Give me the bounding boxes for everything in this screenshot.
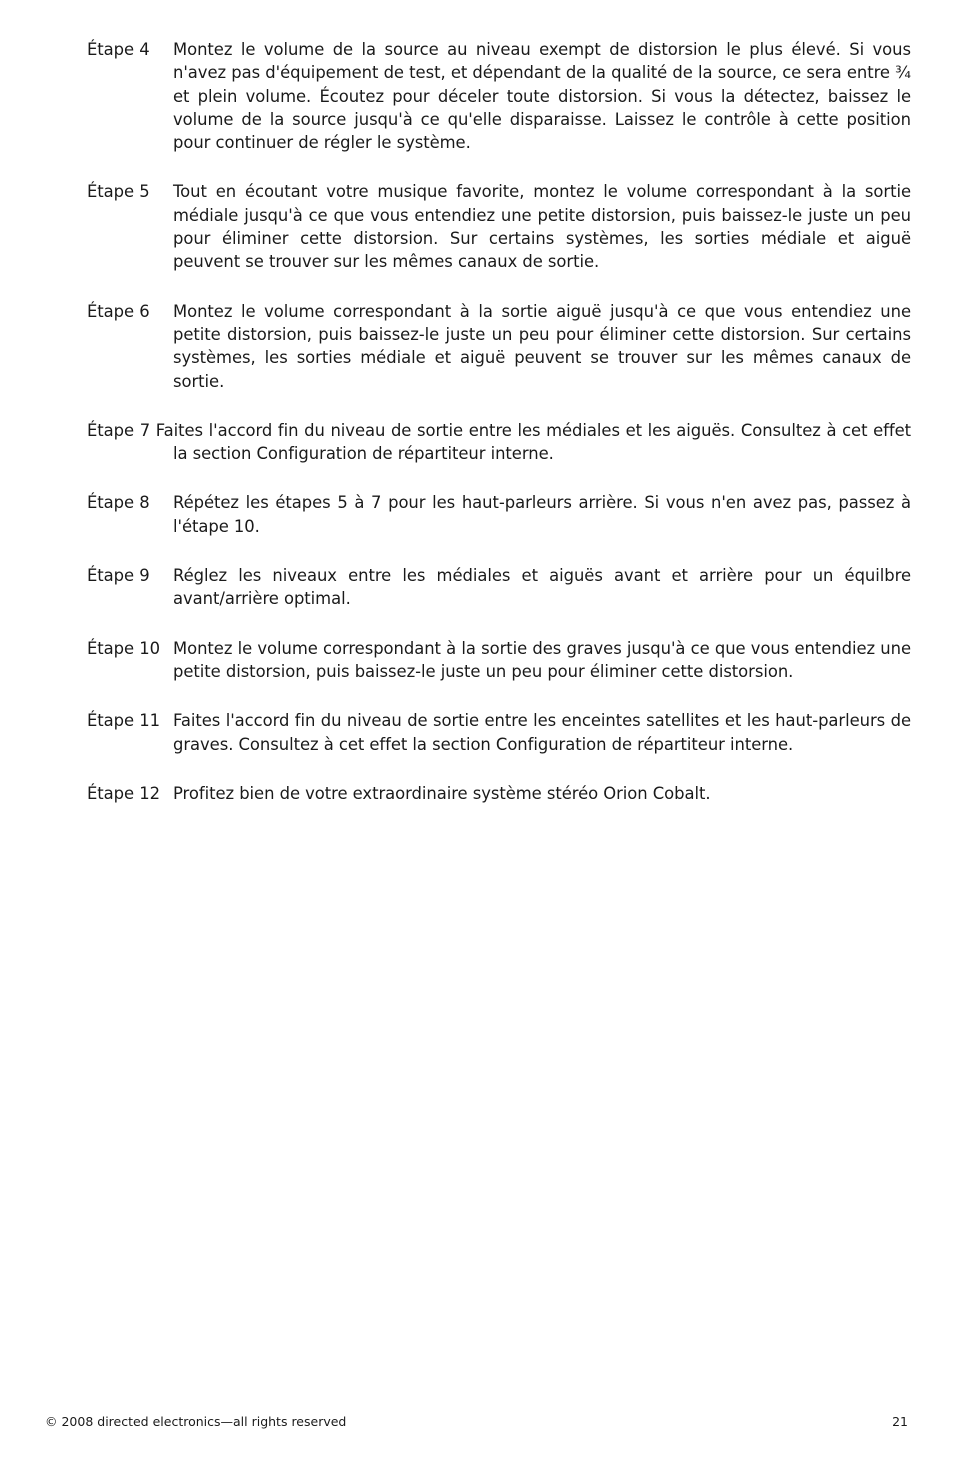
step-text: Réglez les niveaux entre les médiales et aiguës avant et arrière pour un équilbre avant/arrière optimal. [173, 566, 911, 609]
step-label: Étape 10 [87, 638, 160, 658]
step-label: Étape 12 [87, 783, 160, 803]
step-9 [87, 564, 911, 611]
step-11 [87, 709, 911, 756]
step-label: Étape 11 [87, 711, 160, 731]
step-7 [87, 419, 911, 466]
step-text: Faites l'accord fin du niveau de sortie entre les médiales et les aiguës. Consultez à cet effet la section Configuration de répartiteur interne. [155, 420, 911, 464]
step-4 [87, 38, 911, 154]
step-8 [87, 491, 911, 538]
step-label: Étape 9 [87, 566, 150, 586]
step-label: Étape 5 [87, 182, 150, 202]
step-6 [87, 300, 911, 393]
step-text: Faites l'accord fin du niveau de sortie entre les enceintes satellites et les haut-parleurs de graves. Consultez à cet effet la section Configuration de répartiteur interne. [173, 711, 911, 754]
step-text: Répétez les étapes 5 à 7 pour les haut-parleurs arrière. Si vous n'en avez pas, passez à l'étape 10. [173, 493, 911, 536]
step-text: Tout en écoutant votre musique favorite, montez le volume correspondant à la sortie médiale jusqu'à ce que vous entendiez une petite distorsion, puis baissez-le juste un peu pour éliminer cette distorsion. Sur certains systèmes, les sorties médiale et aiguë peuvent se trouver sur les mêmes canaux de sortie. [173, 182, 911, 272]
step-text: Profitez bien de votre extraordinaire système stéréo Orion Cobalt. [173, 783, 711, 803]
steps-list [87, 38, 911, 831]
footer-copyright: © 2008 directed electronics—all rights reserved [45, 1414, 347, 1429]
step-text: Montez le volume correspondant à la sortie aiguë jusqu'à ce que vous entendiez une petite distorsion, puis baissez-le juste un peu pour éliminer cette distorsion. Sur certains systèmes, les sorties médiale et aiguë peuvent se trouver sur les mêmes canaux de sortie. [173, 301, 911, 391]
step-label: Étape 7 [87, 420, 151, 440]
step-10 [87, 637, 911, 684]
step-label: Étape 6 [87, 301, 150, 321]
step-label: Étape 8 [87, 493, 150, 513]
page-number: 21 [892, 1414, 908, 1429]
step-label: Étape 4 [87, 40, 150, 59]
step-5 [87, 180, 911, 273]
step-text: Montez le volume correspondant à la sortie des graves jusqu'à ce que vous entendiez une petite distorsion, puis baissez-le juste un peu pour éliminer cette distorsion. [173, 638, 911, 681]
step-12 [87, 782, 911, 805]
step-text: Montez le volume de la source au niveau exempt de distorsion le plus élevé. Si vous n'avez pas d'équipement de test, et dépendant de la qualité de la source, ce sera entre ¾ et plein volume. Écoutez pour déceler toute distorsion. Si vous la détectez, baissez le volume de la source jusqu'à ce qu'elle disparaisse. Laissez le contrôle à cette position pour continuer de régler le système. [173, 40, 911, 153]
